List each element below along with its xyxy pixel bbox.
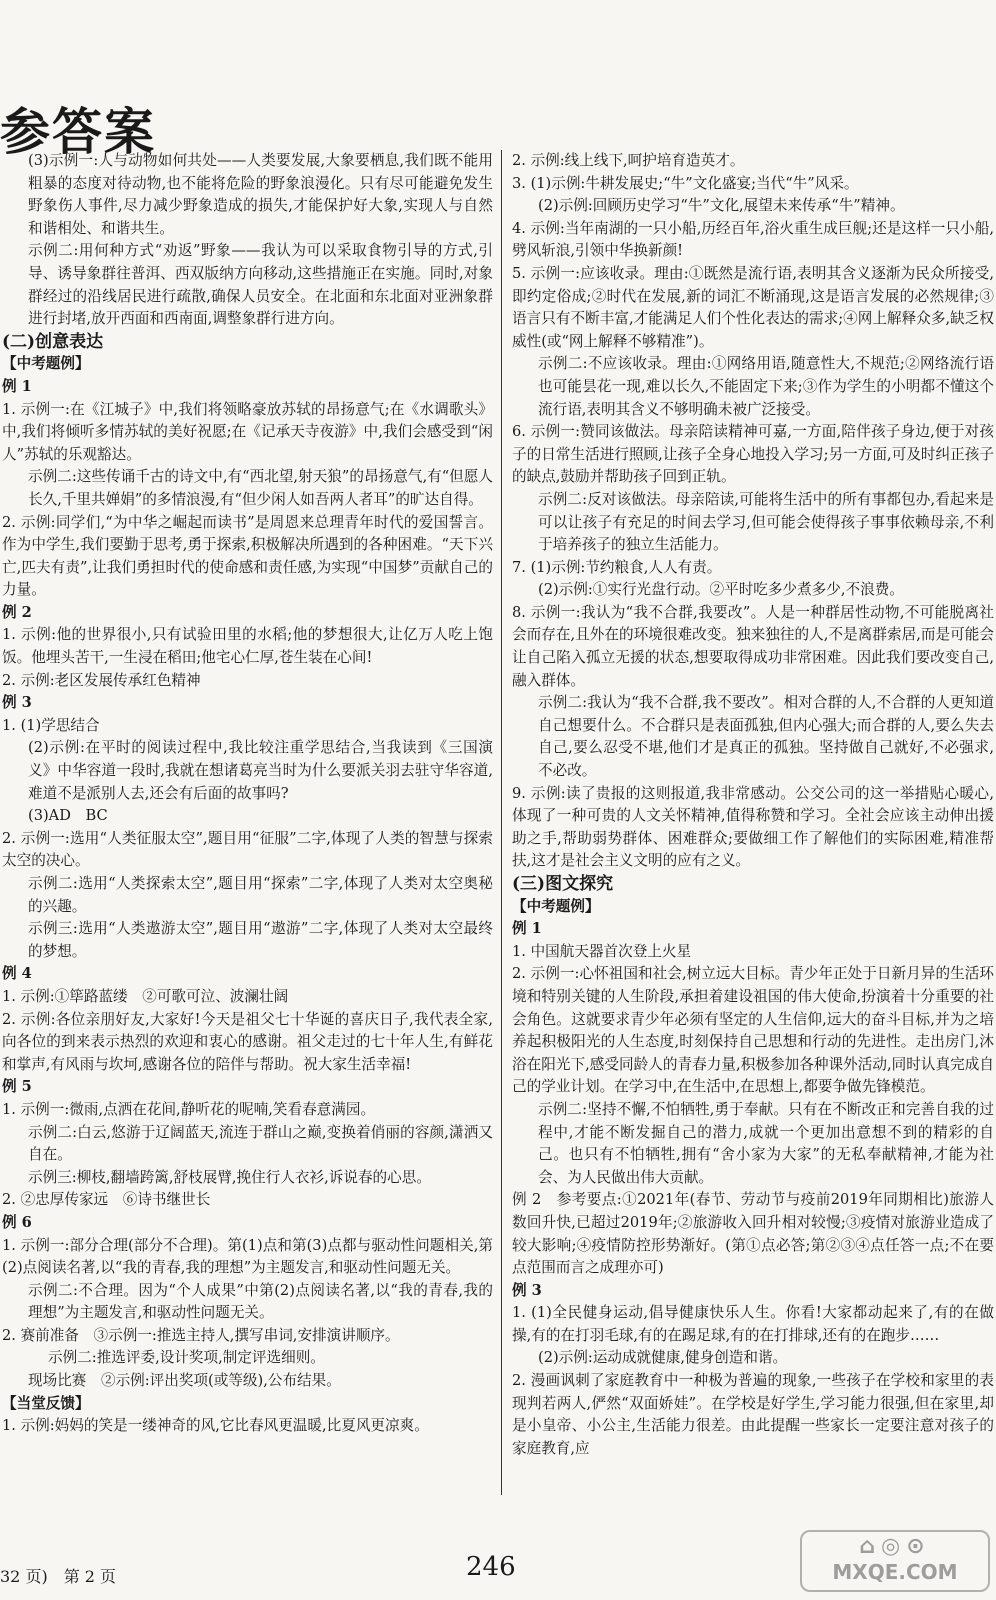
section-label: 【中考题例】: [2, 355, 90, 373]
answer-text: 2. 示例一:选用“人类征服太空”,题目用“征服”二字,体现了人类的智慧与探索太空的决心。: [2, 829, 493, 870]
section-label: 【中考题例】: [512, 897, 600, 915]
answer-text: 2. 漫画讽刺了家庭教育中一种极为普遍的现象,一些孩子在学校和家里的表现判若两人,俨然“双面娇娃”。在学校是好学生,学习能力很强,但在家里,却是小皇帝、小公主,生活能力很差。由此提醒一些家长一定要注意对孩子的家庭教育,应: [512, 1372, 994, 1457]
answer-text: 示例二:不合理。因为“个人成果”中第(2)点阅读名著,以“我的青春,我的理想”为主题发言,和驱动性问题无关。: [28, 1281, 493, 1322]
answer-text: 9. 示例:读了贵报的这则报道,我非常感动。公交公司的这一举措贴心暖心,体现了一种可贵的人文关怀精神,值得称赞和学习。全社会应该主动伸出援助之手,帮助弱势群体、困难群众;要做细工作了解他们的实际困难,精准帮扶,这才是社会主义文明的应有之义。: [512, 784, 994, 870]
answer-text: 2. ②忠厚传家远 ⑥诗书继世长: [2, 1191, 211, 1209]
answer-text: 2. 示例:同学们,“为中华之崛起而读书”是周恩来总理青年时代的爱国誓言。作为中学生,我们要勤于思考,勇于探索,积极解决所遇到的各种困难。“天下兴亡,匹夫有责”,让我们勇担时代的使命感和责任感,为实现“中国梦”贡献自己的力量。: [2, 513, 493, 599]
example-label: 例 2: [2, 603, 32, 621]
answer-text: 示例二:不应该收录。理由:①网络用语,随意性大,不规范;②网络流行语也可能昙花一现,难以长久,不能固定下来;③作为学生的小明都不懂这个流行语,表明其含义不够明确未被广泛接受。: [538, 355, 994, 418]
answer-text: (2)示例:回顾历史学习“牛”文化,展望未来传承“牛”精神。: [538, 197, 905, 215]
answer-text: 2. 示例一:心怀祖国和社会,树立远大目标。青少年正处于日新月异的生活环境和特别关键的人生阶段,承担着建设祖国的伟大使命,扮演着十分重要的社会角色。这就要求青少年必须有坚定的人生信仰,远大的奋斗目标,并为之培养起积极阳光的人生态度,时刻保持自己思想和行动的先进性。走出房门,沐浴在阳光下,感受同龄人的青春力量,积极参加各种课外活动,同时认真完成自己的学业计划。在学习中,在生活中,在思想上,都要争做先锋模范。: [512, 965, 994, 1096]
answer-text: (3)AD BC: [28, 807, 108, 825]
answer-text: 1. 示例:他的世界很小,只有试验田里的水稻;他的梦想很大,让亿万人吃上饱饭。他埋头苦干,一生浸在稻田;他宅心仁厚,苍生装在心间!: [2, 626, 493, 667]
example-label: 例 6: [2, 1213, 32, 1231]
example-label: 例 3: [512, 1281, 542, 1299]
answer-text: 示例二:我认为“我不合群,我不要改”。相对合群的人,不合群的人更知道自己想要什么。不合群只是表面孤独,但内心强大;而合群的人,要么失去自己,要么忍受不堪,他们才是真正的孤独。坚持做自己就好,不必强求,不必改。: [538, 694, 994, 780]
answer-text: (2)示例:①实行光盘行动。②平时吃多少煮多少,不浪费。: [538, 581, 904, 599]
answer-text: 1. 示例:①筚路蓝缕 ②可歌可泣、波澜壮阔: [2, 987, 289, 1005]
answer-text: 1. (1)学思结合: [2, 716, 100, 734]
answer-text: 1. 示例一:在《江城子》中,我们将领略豪放苏轼的昂扬意气;在《水调歌头》中,我们将倾听多情苏轼的美好祝愿;在《记承天寺夜游》中,我们会感受到“闲人”苏轼的乐观豁达。: [2, 400, 493, 463]
column-divider: [501, 150, 502, 1495]
answer-text: 示例三:选用“人类遨游太空”,题目用“遨游”二字,体现了人类对太空最终的梦想。: [28, 920, 493, 960]
example-label: 例 4: [2, 965, 32, 983]
answer-text: 5. 示例一:应该收录。理由:①既然是流行语,表明其含义逐渐为民众所接受,即约定俗成;②时代在发展,新的词汇不断涌现,这是语言发展的必然规律;③语言只有不断丰富,才能满足人们个性化表达的需求;④网上解释众多,缺乏权威性(或“网上解释不够精准”)。: [512, 264, 994, 350]
answer-text: 1. 示例一:部分合理(部分不合理)。第(1)点和第(3)点都与驱动性问题相关,第(2)点阅读名著,以“我的青春,我的理想”为主题发言,和驱动性问题无关。: [2, 1236, 493, 1277]
left-column: [2, 150, 493, 1495]
answer-text: 示例二:这些传诵千古的诗文中,有“西北望,射天狼”的昂扬意气,有“但愿人长久,千里共婵娟”的多情浪漫,有“但少闲人如吾两人者耳”的旷达自得。: [28, 468, 493, 508]
answer-text: (2)示例:运动成就健康,健身创造和谐。: [538, 1349, 788, 1367]
answer-text: 例 2 参考要点:①2021年(春节、劳动节与疫前2019年同期相比)旅游人数回升快,已超过2019年;②旅游收入回升相对较慢;③疫情对旅游业造成了较大影响;④疫情防控形势渐好。(第①点必答;第②③④点任答一点;不在要点范围而言之成理亦可): [512, 1191, 994, 1277]
example-label: 例 1: [2, 377, 32, 395]
page-title: 参答案: [0, 103, 156, 161]
example-label: 例 5: [2, 1078, 32, 1096]
right-column: [512, 150, 994, 1495]
answer-text: 示例二:用何种方式“劝返”野象——我认为可以采取食物引导的方式,引导、诱导象群往普洱、西双版纳方向移动,这些措施正在实施。同时,对象群经过的沿线居民进行疏散,确保人员安全。在北面和东北面对亚洲象群进行封堵,放开西面和西南面,调整象群行进方向。: [28, 242, 493, 328]
watermark-text: MXQE.COM: [832, 1560, 958, 1584]
answer-text: 2. 赛前准备 ③示例一:推选主持人,撰写串词,安排演讲顺序。: [2, 1326, 400, 1344]
answer-text: (2)示例:在平时的阅读过程中,我比较注重学思结合,当我读到《三国演义》中华容道一段时,我就在想诸葛亮当时为什么要派关羽去驻守华容道,难道不是派别人去,还会有后面的故事吗?: [28, 739, 493, 802]
watermark-logo: [800, 1530, 990, 1592]
answer-text: 2. 示例:各位亲朋好友,大家好!今天是祖父七十华诞的喜庆日子,我代表全家,向各位的到来表示热烈的欢迎和衷心的感谢。祖父走过的七十年人生,有鲜花和掌声,有风雨与坎坷,感谢各位的陪伴与帮助。祝大家生活幸福!: [2, 1010, 493, 1073]
answer-text: 示例二:选用“人类探索太空”,题目用“探索”二字,体现了人类对太空奥秘的兴趣。: [28, 875, 493, 915]
answer-text: 7. (1)示例:节约粮食,人人有责。: [512, 558, 722, 576]
answer-text: 现场比赛 ②示例:评出奖项(或等级),公布结果。: [28, 1372, 341, 1390]
section-title: (二)创意表达: [2, 331, 104, 352]
answer-text: 8. 示例一:我认为“我不合群,我要改”。人是一种群居性动物,不可能脱离社会而存在,且外在的环境很难改变。独来独往的人,不是离群索居,而是可能会让自己陷入孤立无援的状态,想要取得成功非常困难。因此我们要改变自己,融入群体。: [512, 603, 994, 689]
page-number: 246: [466, 1552, 516, 1582]
watermark-icon: ⌂◎⊙: [859, 1534, 931, 1559]
example-label: 例 3: [2, 694, 32, 712]
answer-text: 3. (1)示例:牛耕发展史;“牛”文化盛宴;当代“牛”风采。: [512, 174, 859, 192]
answer-text: 示例二:反对该做法。母亲陪读,可能将生活中的所有事都包办,看起来是可以让孩子有充足的时间去学习,但可能会使得孩子事事依赖母亲,不利于培养孩子的独立生活能力。: [538, 490, 994, 554]
answer-text: 2. 示例:线上线下,呵护培育造英才。: [512, 152, 745, 169]
answer-text: 4. 示例:当年南湖的一只小船,历经百年,浴火重生成巨舰;还是这样一只小船,劈风斩浪,引领中华换新颜!: [512, 219, 994, 260]
answer-text: (3)示例一:人与动物如何共处——人类要发展,大象要栖息,我们既不能用粗暴的态度对待动物,也不能将危险的野象浪漫化。只有尽可能避免发生野象伤人事件,尽力减少野象造成的损失,才能保护好大象,实现人与自然和谐相处、和谐共生。: [28, 152, 493, 237]
example-label: 例 1: [512, 920, 542, 938]
answer-text: 1. 示例一:微雨,点洒在花间,静听花的呢喃,笑看春意满园。: [2, 1100, 376, 1118]
answer-text: 示例三:柳枝,翻墙跨篱,舒枝展臂,挽住行人衣衫,诉说春的心思。: [28, 1168, 431, 1186]
section-title: (三)图文探究: [512, 874, 614, 894]
section-label: 【当堂反馈】: [2, 1394, 90, 1412]
answer-text: 示例二:坚持不懈,不怕牺牲,勇于奉献。只有在不断改正和完善自我的过程中,才能不断发掘自己的潜力,成就一个更加出意想不到的精彩的自己。也只有不怕牺牲,拥有“舍小家为大家”的无私奉献精神,才能为社会、为人民做出伟大贡献。: [538, 1100, 994, 1186]
answer-text: 6. 示例一:赞同该做法。母亲陪读精神可嘉,一方面,陪伴孩子身边,便于对孩子的日常生活进行照顾,让孩子全身心地投入学习;另一方面,可及时纠正孩子的缺点,鼓励并帮助孩子回到正轨。: [512, 423, 994, 486]
answer-text: 1. (1)全民健身运动,倡导健康快乐人生。你看!大家都动起来了,有的在做操,有的在打羽毛球,有的在踢足球,有的在打排球,还有的在跑步……: [512, 1304, 994, 1344]
answer-text: 2. 示例:老区发展传承红色精神: [2, 671, 201, 689]
answer-text: 1. 中国航天器首次登上火星: [512, 942, 692, 960]
answer-text: 1. 示例:妈妈的笑是一缕神奇的风,它比春风更温暖,比夏风更凉爽。: [2, 1417, 429, 1435]
page-footer: 32 页) 第 2 页: [0, 1567, 117, 1586]
answer-text: 示例二:白云,悠游于辽阔蓝天,流连于群山之巅,变换着俏丽的容颜,潇洒又自在。: [28, 1123, 493, 1164]
answer-text: 示例二:推选评委,设计奖项,制定评选细则。: [48, 1349, 325, 1367]
